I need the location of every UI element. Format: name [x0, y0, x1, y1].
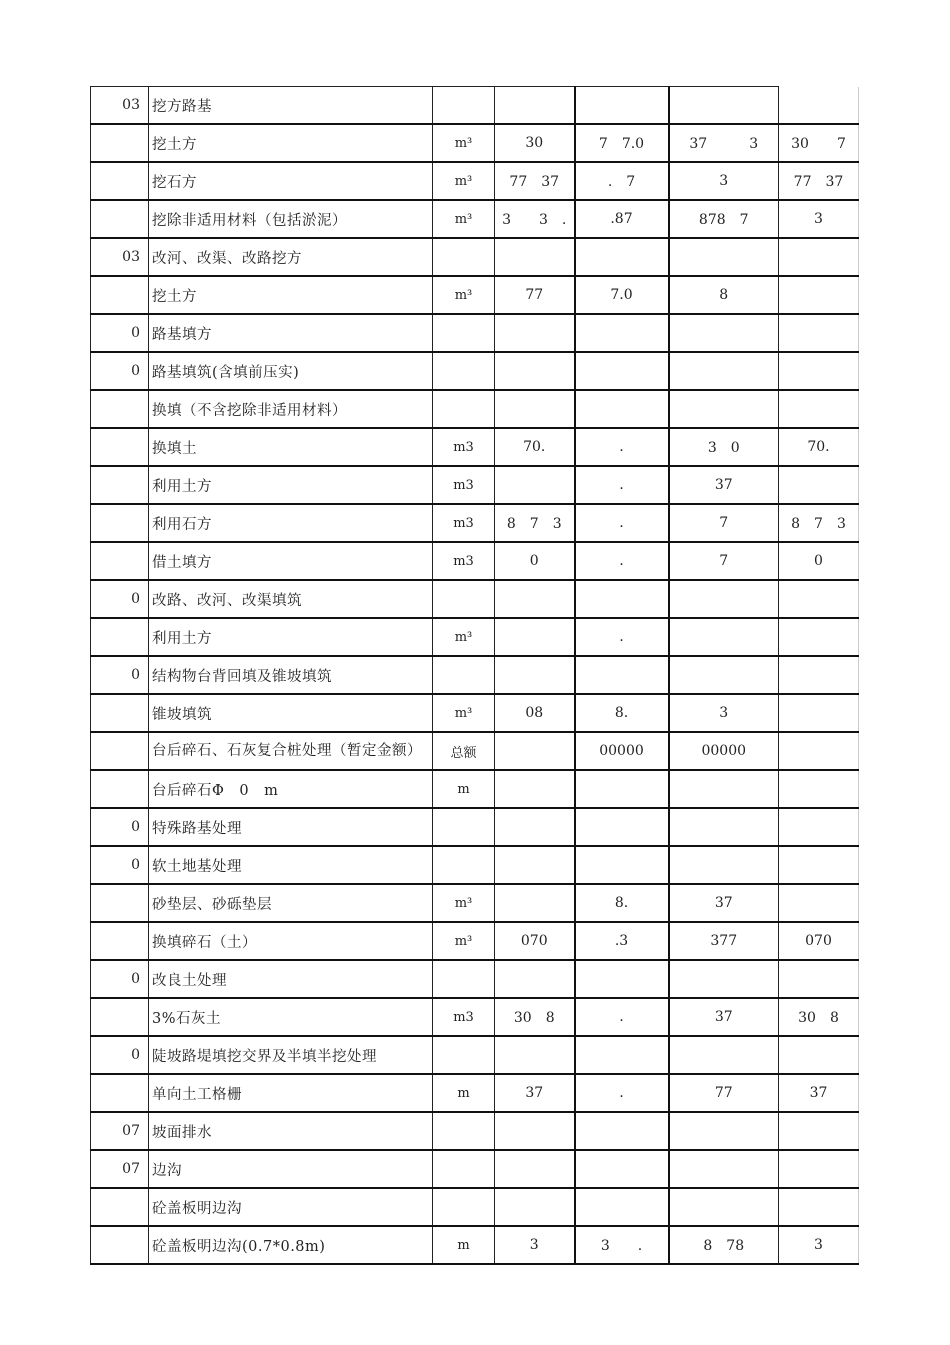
row-name: 换填土 — [149, 428, 433, 466]
row-value-3: 00000 — [669, 732, 779, 770]
row-value-3: 8 — [669, 276, 779, 314]
row-unit: m³ — [433, 694, 495, 732]
row-name: 换填碎石（土） — [149, 922, 433, 960]
table-row — [91, 732, 859, 770]
row-value-4: 37 — [779, 1074, 859, 1112]
row-name: 挖除非适用材料（包括淤泥） — [149, 200, 433, 238]
row-value-3: 37 — [669, 466, 779, 504]
row-name: 改良土处理 — [149, 960, 433, 998]
row-value-2 — [575, 390, 669, 428]
row-unit: m — [433, 770, 495, 808]
row-value-4 — [779, 466, 859, 504]
row-code — [91, 732, 149, 770]
row-value-3 — [669, 846, 779, 884]
row-value-2: . — [575, 542, 669, 580]
row-value-2: . 7 — [575, 162, 669, 200]
row-unit — [433, 846, 495, 884]
table-row — [91, 314, 859, 352]
row-value-2 — [575, 1188, 669, 1226]
table-row — [91, 352, 859, 390]
row-name: 利用土方 — [149, 466, 433, 504]
row-value-3: 77 — [669, 1074, 779, 1112]
row-value-4 — [779, 276, 859, 314]
row-unit — [433, 656, 495, 694]
row-code: 0 — [91, 846, 149, 884]
table-row — [91, 1074, 859, 1112]
row-value-1: 37 — [495, 1074, 575, 1112]
row-value-1: 070 — [495, 922, 575, 960]
row-value-1 — [495, 770, 575, 808]
row-value-2: 8. — [575, 694, 669, 732]
row-name: 路基填筑(含填前压实) — [149, 352, 433, 390]
row-value-2: 00000 — [575, 732, 669, 770]
row-unit: 总额 — [433, 732, 495, 770]
row-unit: m — [433, 1074, 495, 1112]
row-value-1: 3 — [495, 1226, 575, 1264]
row-value-1: 8 7 3 — [495, 504, 575, 542]
table-row — [91, 1036, 859, 1074]
row-unit: m3 — [433, 998, 495, 1036]
table-row — [91, 390, 859, 428]
row-value-4 — [779, 580, 859, 618]
row-value-1 — [495, 238, 575, 276]
row-value-3: 3 — [669, 162, 779, 200]
row-value-4 — [779, 770, 859, 808]
row-name: 特殊路基处理 — [149, 808, 433, 846]
row-code: 0 — [91, 580, 149, 618]
row-value-1 — [495, 884, 575, 922]
row-name: 砂垫层、砂砾垫层 — [149, 884, 433, 922]
row-value-3: 878 7 — [669, 200, 779, 238]
row-name: 借土填方 — [149, 542, 433, 580]
row-value-4: 30 7 — [779, 124, 859, 162]
table-row — [91, 960, 859, 998]
row-value-4 — [779, 1188, 859, 1226]
row-code: 07 — [91, 1112, 149, 1150]
row-name: 利用石方 — [149, 504, 433, 542]
row-value-4 — [779, 808, 859, 846]
row-unit — [433, 960, 495, 998]
row-value-3: 37 — [669, 998, 779, 1036]
table-row — [91, 618, 859, 656]
row-name: 陡坡路堤填挖交界及半填半挖处理 — [149, 1036, 433, 1074]
table-row — [91, 694, 859, 732]
row-value-3: 3 — [669, 694, 779, 732]
row-value-2: . — [575, 1074, 669, 1112]
row-value-4: 8 7 3 — [779, 504, 859, 542]
row-code — [91, 276, 149, 314]
row-value-1 — [495, 580, 575, 618]
row-value-4: 3 — [779, 1226, 859, 1264]
row-unit: m3 — [433, 542, 495, 580]
row-name: 软土地基处理 — [149, 846, 433, 884]
row-name: 挖方路基 — [149, 87, 433, 125]
row-value-4: 30 8 — [779, 998, 859, 1036]
row-value-2: 7 7.0 — [575, 124, 669, 162]
row-value-1 — [495, 1036, 575, 1074]
row-value-3 — [669, 352, 779, 390]
row-name: 砼盖板明边沟(0.7*0.8m) — [149, 1226, 433, 1264]
row-name: 砼盖板明边沟 — [149, 1188, 433, 1226]
row-value-4: 070 — [779, 922, 859, 960]
row-name: 台后碎石Φ 0 m — [149, 770, 433, 808]
row-unit: m³ — [433, 124, 495, 162]
row-value-4: 70. — [779, 428, 859, 466]
row-value-2 — [575, 238, 669, 276]
row-unit: m³ — [433, 162, 495, 200]
row-value-4 — [779, 314, 859, 352]
table-row — [91, 124, 859, 162]
row-unit: m³ — [433, 922, 495, 960]
table-row — [91, 504, 859, 542]
row-name: 利用土方 — [149, 618, 433, 656]
row-code — [91, 922, 149, 960]
row-value-2: . — [575, 428, 669, 466]
row-value-3: 8 78 — [669, 1226, 779, 1264]
table-row — [91, 87, 859, 125]
row-value-4 — [779, 656, 859, 694]
row-value-3 — [669, 960, 779, 998]
row-code — [91, 390, 149, 428]
row-unit — [433, 390, 495, 428]
row-value-4 — [779, 618, 859, 656]
row-name: 3%石灰土 — [149, 998, 433, 1036]
row-name: 改河、改渠、改路挖方 — [149, 238, 433, 276]
row-name: 单向土工格栅 — [149, 1074, 433, 1112]
row-value-4 — [779, 732, 859, 770]
row-value-1 — [495, 960, 575, 998]
row-value-2: 7.0 — [575, 276, 669, 314]
row-value-1: 0 — [495, 542, 575, 580]
row-value-2 — [575, 1036, 669, 1074]
row-value-3 — [669, 390, 779, 428]
row-value-1 — [495, 390, 575, 428]
row-value-2 — [575, 846, 669, 884]
row-value-2 — [575, 87, 669, 125]
row-value-4 — [779, 352, 859, 390]
row-code — [91, 618, 149, 656]
row-name: 挖石方 — [149, 162, 433, 200]
row-value-4: 0 — [779, 542, 859, 580]
row-value-2: . — [575, 618, 669, 656]
row-unit: m3 — [433, 504, 495, 542]
table-row — [91, 466, 859, 504]
row-name: 挖土方 — [149, 276, 433, 314]
row-code — [91, 694, 149, 732]
row-name: 换填（不含挖除非适用材料） — [149, 390, 433, 428]
row-value-1 — [495, 846, 575, 884]
table-row — [91, 542, 859, 580]
row-value-1 — [495, 87, 575, 125]
table-row — [91, 656, 859, 694]
row-value-3 — [669, 1150, 779, 1188]
row-value-3 — [669, 580, 779, 618]
table-row — [91, 1112, 859, 1150]
row-value-2 — [575, 314, 669, 352]
row-code — [91, 1074, 149, 1112]
row-value-1 — [495, 618, 575, 656]
row-value-2: .87 — [575, 200, 669, 238]
table-row — [91, 200, 859, 238]
row-value-1 — [495, 656, 575, 694]
quantity-table — [90, 86, 859, 1265]
row-value-2: . — [575, 998, 669, 1036]
row-unit — [433, 1188, 495, 1226]
row-value-3 — [669, 618, 779, 656]
row-value-3 — [669, 770, 779, 808]
row-code: 0 — [91, 352, 149, 390]
row-value-1 — [495, 732, 575, 770]
table-row — [91, 276, 859, 314]
row-name: 挖土方 — [149, 124, 433, 162]
row-code: 0 — [91, 656, 149, 694]
row-value-4 — [779, 1036, 859, 1074]
row-value-2 — [575, 960, 669, 998]
row-value-4 — [779, 1112, 859, 1150]
table-row — [91, 580, 859, 618]
row-code: 07 — [91, 1150, 149, 1188]
row-value-3: 7 — [669, 542, 779, 580]
row-value-2: 3 . — [575, 1226, 669, 1264]
row-value-1: 30 — [495, 124, 575, 162]
row-unit — [433, 238, 495, 276]
row-code — [91, 466, 149, 504]
row-value-4 — [779, 960, 859, 998]
row-value-2: 8. — [575, 884, 669, 922]
row-unit: m — [433, 1226, 495, 1264]
row-value-4 — [779, 1150, 859, 1188]
row-unit: m³ — [433, 884, 495, 922]
table-row — [91, 808, 859, 846]
row-code: 0 — [91, 314, 149, 352]
row-value-2: . — [575, 466, 669, 504]
row-code — [91, 770, 149, 808]
row-value-4 — [779, 884, 859, 922]
row-unit — [433, 1112, 495, 1150]
table-row — [91, 428, 859, 466]
row-code — [91, 998, 149, 1036]
row-value-2 — [575, 770, 669, 808]
row-name: 结构物台背回填及锥坡填筑 — [149, 656, 433, 694]
row-value-1 — [495, 466, 575, 504]
row-value-2: .3 — [575, 922, 669, 960]
row-code — [91, 1188, 149, 1226]
row-value-1: 77 37 — [495, 162, 575, 200]
row-value-4 — [779, 87, 859, 125]
row-value-3: 37 — [669, 884, 779, 922]
row-value-3 — [669, 1112, 779, 1150]
row-value-1: 08 — [495, 694, 575, 732]
table-row — [91, 998, 859, 1036]
table-row — [91, 922, 859, 960]
row-value-3 — [669, 238, 779, 276]
row-value-1: 77 — [495, 276, 575, 314]
table-row — [91, 884, 859, 922]
row-code — [91, 542, 149, 580]
row-code — [91, 428, 149, 466]
row-code — [91, 200, 149, 238]
row-value-1: 70. — [495, 428, 575, 466]
row-unit — [433, 87, 495, 125]
row-value-4: 3 — [779, 200, 859, 238]
row-name: 台后碎石、石灰复合桩处理（暂定金额） — [149, 732, 433, 770]
row-code — [91, 884, 149, 922]
table-row — [91, 1226, 859, 1264]
row-value-3 — [669, 87, 779, 125]
row-code: 03 — [91, 238, 149, 276]
row-name: 路基填方 — [149, 314, 433, 352]
row-name: 改路、改河、改渠填筑 — [149, 580, 433, 618]
row-value-3 — [669, 314, 779, 352]
row-value-1 — [495, 1188, 575, 1226]
row-unit: m³ — [433, 618, 495, 656]
row-value-1 — [495, 1150, 575, 1188]
row-value-2 — [575, 580, 669, 618]
row-value-4: 77 37 — [779, 162, 859, 200]
row-value-4 — [779, 694, 859, 732]
row-value-1 — [495, 1112, 575, 1150]
row-code — [91, 124, 149, 162]
row-value-3: 377 — [669, 922, 779, 960]
table-row — [91, 1188, 859, 1226]
row-name: 锥坡填筑 — [149, 694, 433, 732]
row-code: 0 — [91, 960, 149, 998]
row-value-2 — [575, 1112, 669, 1150]
row-unit — [433, 580, 495, 618]
row-unit — [433, 314, 495, 352]
row-code: 03 — [91, 87, 149, 125]
row-value-1 — [495, 314, 575, 352]
row-value-1: 3 3 . — [495, 200, 575, 238]
row-code: 0 — [91, 808, 149, 846]
row-value-4 — [779, 846, 859, 884]
row-value-1 — [495, 352, 575, 390]
row-unit: m3 — [433, 428, 495, 466]
row-code: 0 — [91, 1036, 149, 1074]
row-value-3 — [669, 1188, 779, 1226]
row-name: 边沟 — [149, 1150, 433, 1188]
row-value-3 — [669, 808, 779, 846]
row-unit — [433, 1036, 495, 1074]
row-value-2: . — [575, 504, 669, 542]
table-row — [91, 238, 859, 276]
row-value-1 — [495, 808, 575, 846]
row-value-1: 30 8 — [495, 998, 575, 1036]
table-row — [91, 846, 859, 884]
row-unit: m3 — [433, 466, 495, 504]
row-code — [91, 504, 149, 542]
row-unit — [433, 352, 495, 390]
row-value-2 — [575, 352, 669, 390]
row-unit: m³ — [433, 276, 495, 314]
row-value-3: 3 0 — [669, 428, 779, 466]
row-value-3 — [669, 656, 779, 694]
row-value-4 — [779, 390, 859, 428]
table-row — [91, 770, 859, 808]
row-value-3: 37 3 — [669, 124, 779, 162]
row-value-2 — [575, 1150, 669, 1188]
row-value-3 — [669, 1036, 779, 1074]
table-row — [91, 1150, 859, 1188]
row-code — [91, 162, 149, 200]
row-unit — [433, 808, 495, 846]
row-name: 坡面排水 — [149, 1112, 433, 1150]
row-value-2 — [575, 808, 669, 846]
row-value-3: 7 — [669, 504, 779, 542]
row-value-2 — [575, 656, 669, 694]
row-value-4 — [779, 238, 859, 276]
row-code — [91, 1226, 149, 1264]
row-unit — [433, 1150, 495, 1188]
table-row — [91, 162, 859, 200]
row-unit: m³ — [433, 200, 495, 238]
